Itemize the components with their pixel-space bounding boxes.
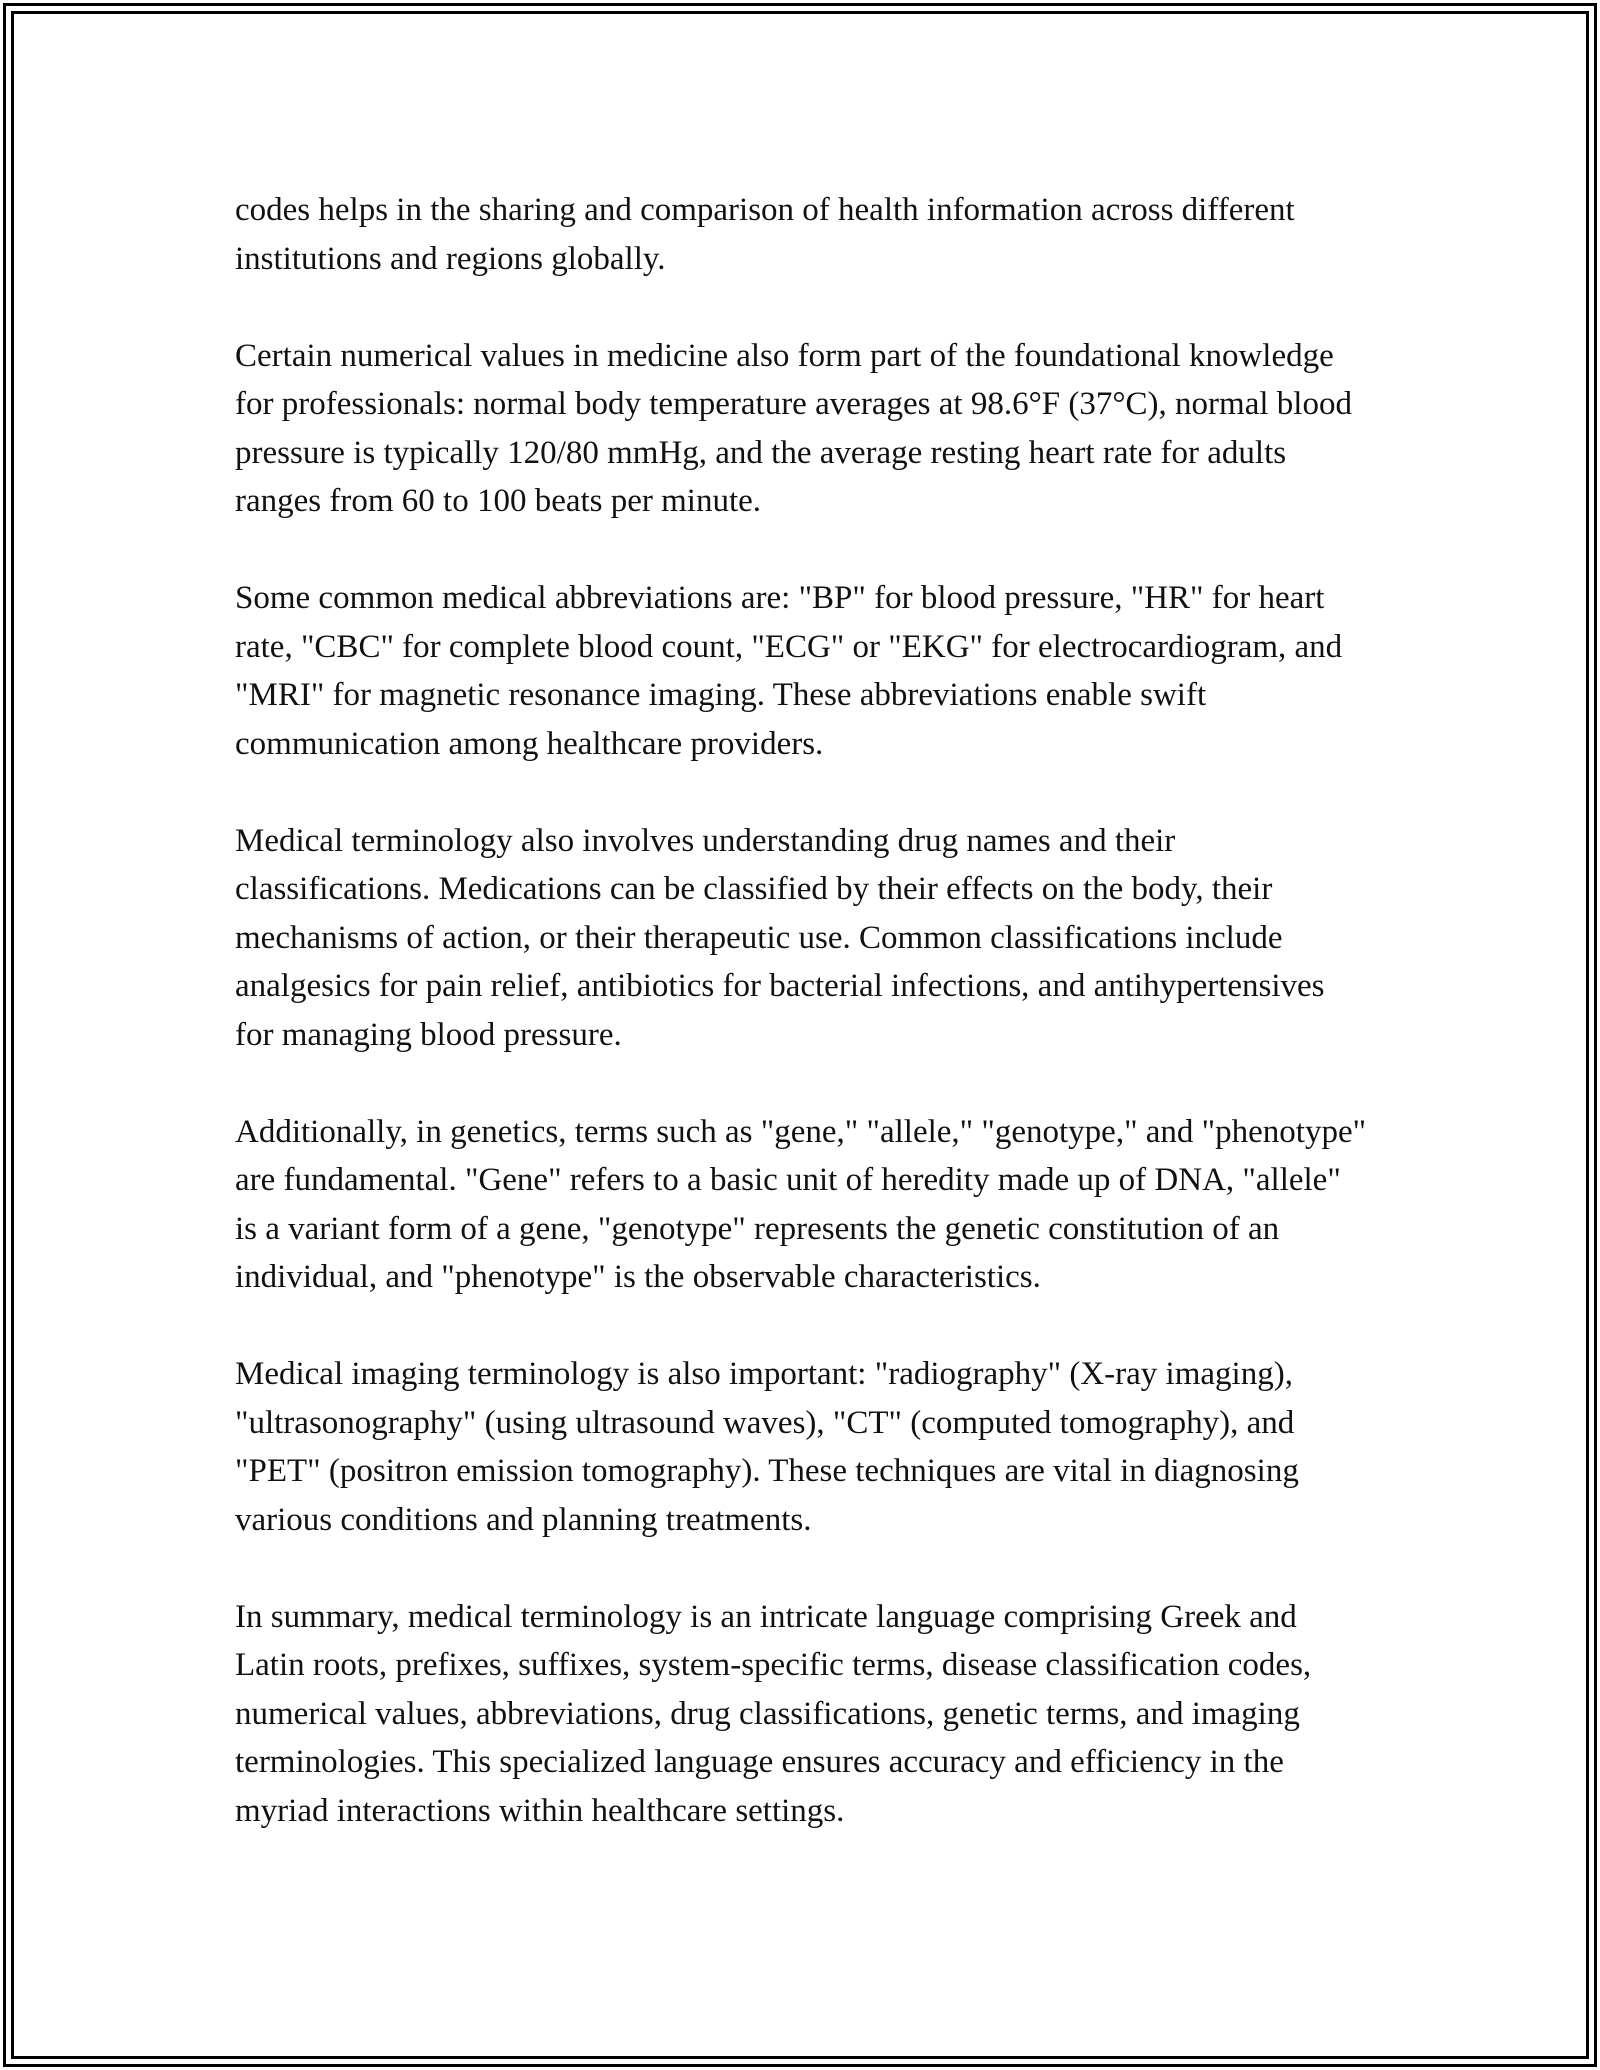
document-body xyxy=(235,186,1370,1835)
paragraph-drug-classifications: Medical terminology also involves understanding drug names and their classifications. Medications can be classified by their effects on the body, their mechanisms of action, or their therapeutic use. Common classifications include analgesics for pain relief, antibiotics for bacterial infections, and antihypertensives for managing blood pressure. xyxy=(235,822,1325,1053)
paragraph-abbreviations: Some common medical abbreviations are: "BP" for blood pressure, "HR" for heart rate, "CBC" for complete blood count, "ECG" or "EKG" for electrocardiogram, and "MRI" for magnetic resonance imaging. These abbreviations enable swift communication among healthcare providers. xyxy=(235,580,1343,762)
paragraph-summary: In summary, medical terminology is an intricate language comprising Greek and Latin roots, prefixes, suffixes, system-specific terms, disease classification codes, numerical values, abbreviations, drug classifications, genetic terms, and imaging terminologies. This specialized language ensures accuracy and efficiency in the myriad interactions within healthcare settings. xyxy=(235,1598,1312,1829)
paragraph-imaging: Medical imaging terminology is also important: "radiography" (X-ray imaging), "ultrasonography" (using ultrasound waves), "CT" (computed tomography), and "PET" (positron emission tomography). These techniques are vital in diagnosing various conditions and planning treatments. xyxy=(235,1356,1299,1538)
paragraph-health-codes: codes helps in the sharing and comparison of health information across different institutions and regions globally. xyxy=(235,192,1295,277)
paragraph-genetics: Additionally, in genetics, terms such as "gene," "allele," "genotype," and "phenotype" are fundamental. "Gene" refers to a basic unit of heredity made up of DNA, "allele" is a variant form of a gene, "genotype" represents the genetic constitution of an individual, and "phenotype" is the observable characteristics. xyxy=(235,1113,1367,1295)
paragraph-numerical-values: Certain numerical values in medicine also form part of the foundational knowledge for professionals: normal body temperature averages at 98.6°F (37°C), normal blood pressure is typically 120/80 mmHg, and the average resting heart rate for adults ranges from 60 to 100 beats per minute. xyxy=(235,337,1352,519)
